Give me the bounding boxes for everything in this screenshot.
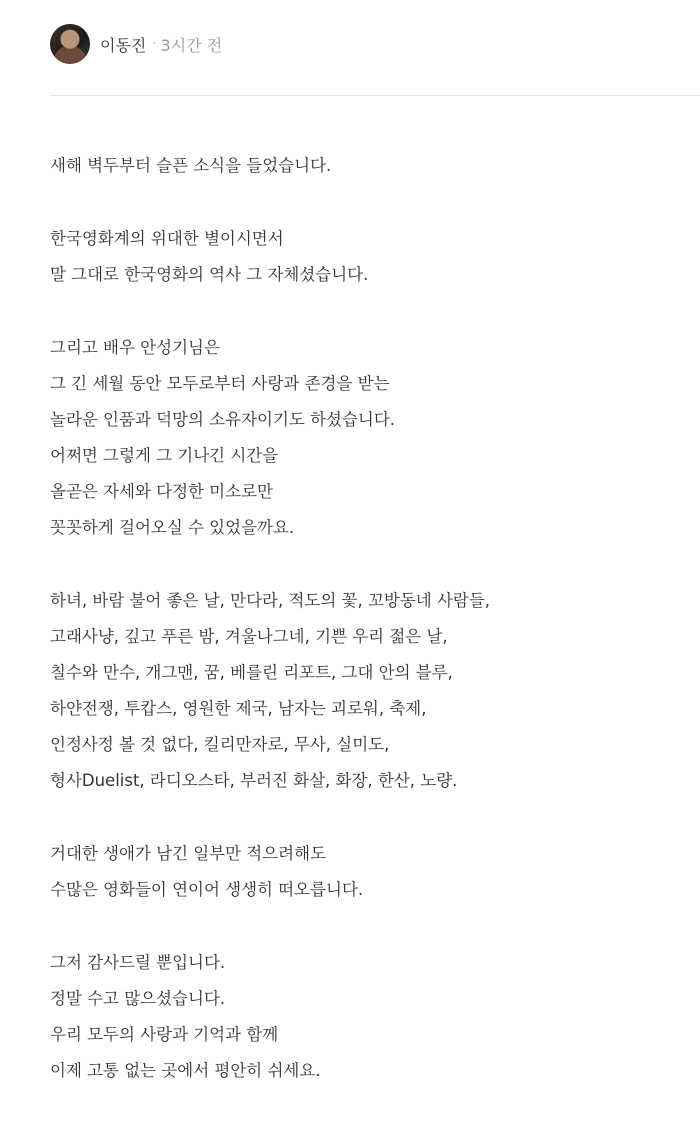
post-body xyxy=(50,148,690,1126)
text-line: 인정사정 볼 것 없다, 킬리만자로, 무사, 실미도, xyxy=(50,735,390,754)
text-line: 그 긴 세월 동안 모두로부터 사랑과 존경을 받는 xyxy=(50,374,390,393)
text-line: 하녀, 바람 불어 좋은 날, 만다라, 적도의 꽃, 꼬방동네 사람들, xyxy=(50,591,491,610)
text-line: 수많은 영화들이 연이어 생생히 떠오릅니다. xyxy=(50,880,364,899)
text-line: 그리고 배우 안성기님은 xyxy=(50,338,220,357)
header-divider xyxy=(50,95,700,96)
text-line: 하얀전쟁, 투캅스, 영원한 제국, 남자는 괴로워, 축제, xyxy=(50,699,427,718)
paragraph xyxy=(50,583,690,799)
paragraph xyxy=(50,836,690,908)
paragraph xyxy=(50,945,690,1089)
text-line: 그저 감사드릴 뿐입니다. xyxy=(50,953,226,972)
text-line: 정말 수고 많으셨습니다. xyxy=(50,989,226,1008)
meta-separator: · xyxy=(152,36,157,52)
text-line: 고래사냥, 깊고 푸른 밤, 겨울나그네, 기쁜 우리 젊은 날, xyxy=(50,627,448,646)
text-line: 한국영화계의 위대한 별이시면서 xyxy=(50,229,284,248)
paragraph xyxy=(50,148,690,184)
text-line: 칠수와 만수, 개그맨, 꿈, 베를린 리포트, 그대 안의 블루, xyxy=(50,663,453,682)
paragraph xyxy=(50,330,690,546)
text-line: 새해 벽두부터 슬픈 소식을 들었습니다. xyxy=(50,156,332,175)
text-line: 어쩌면 그렇게 그 기나긴 시간을 xyxy=(50,446,279,465)
text-line: 꼿꼿하게 걸어오실 수 있었을까요. xyxy=(50,518,295,537)
author-name[interactable]: 이동진 xyxy=(100,35,147,55)
text-line: 놀라운 인품과 덕망의 소유자이기도 하셨습니다. xyxy=(50,410,396,429)
text-line: 거대한 생애가 남긴 일부만 적으려해도 xyxy=(50,844,327,863)
post-time[interactable]: 3시간 전 xyxy=(160,35,223,55)
author-avatar[interactable] xyxy=(50,24,90,64)
text-line: 말 그대로 한국영화의 역사 그 자체셨습니다. xyxy=(50,265,369,284)
text-line: 우리 모두의 사랑과 기억과 함께 xyxy=(50,1025,279,1044)
text-line: 올곧은 자세와 다정한 미소로만 xyxy=(50,482,273,501)
post-header xyxy=(50,22,222,66)
paragraph xyxy=(50,221,690,293)
text-line: 이제 고통 없는 곳에서 평안히 쉬세요. xyxy=(50,1061,321,1080)
text-line: 형사Duelist, 라디오스타, 부러진 화살, 화장, 한산, 노량. xyxy=(50,771,458,790)
